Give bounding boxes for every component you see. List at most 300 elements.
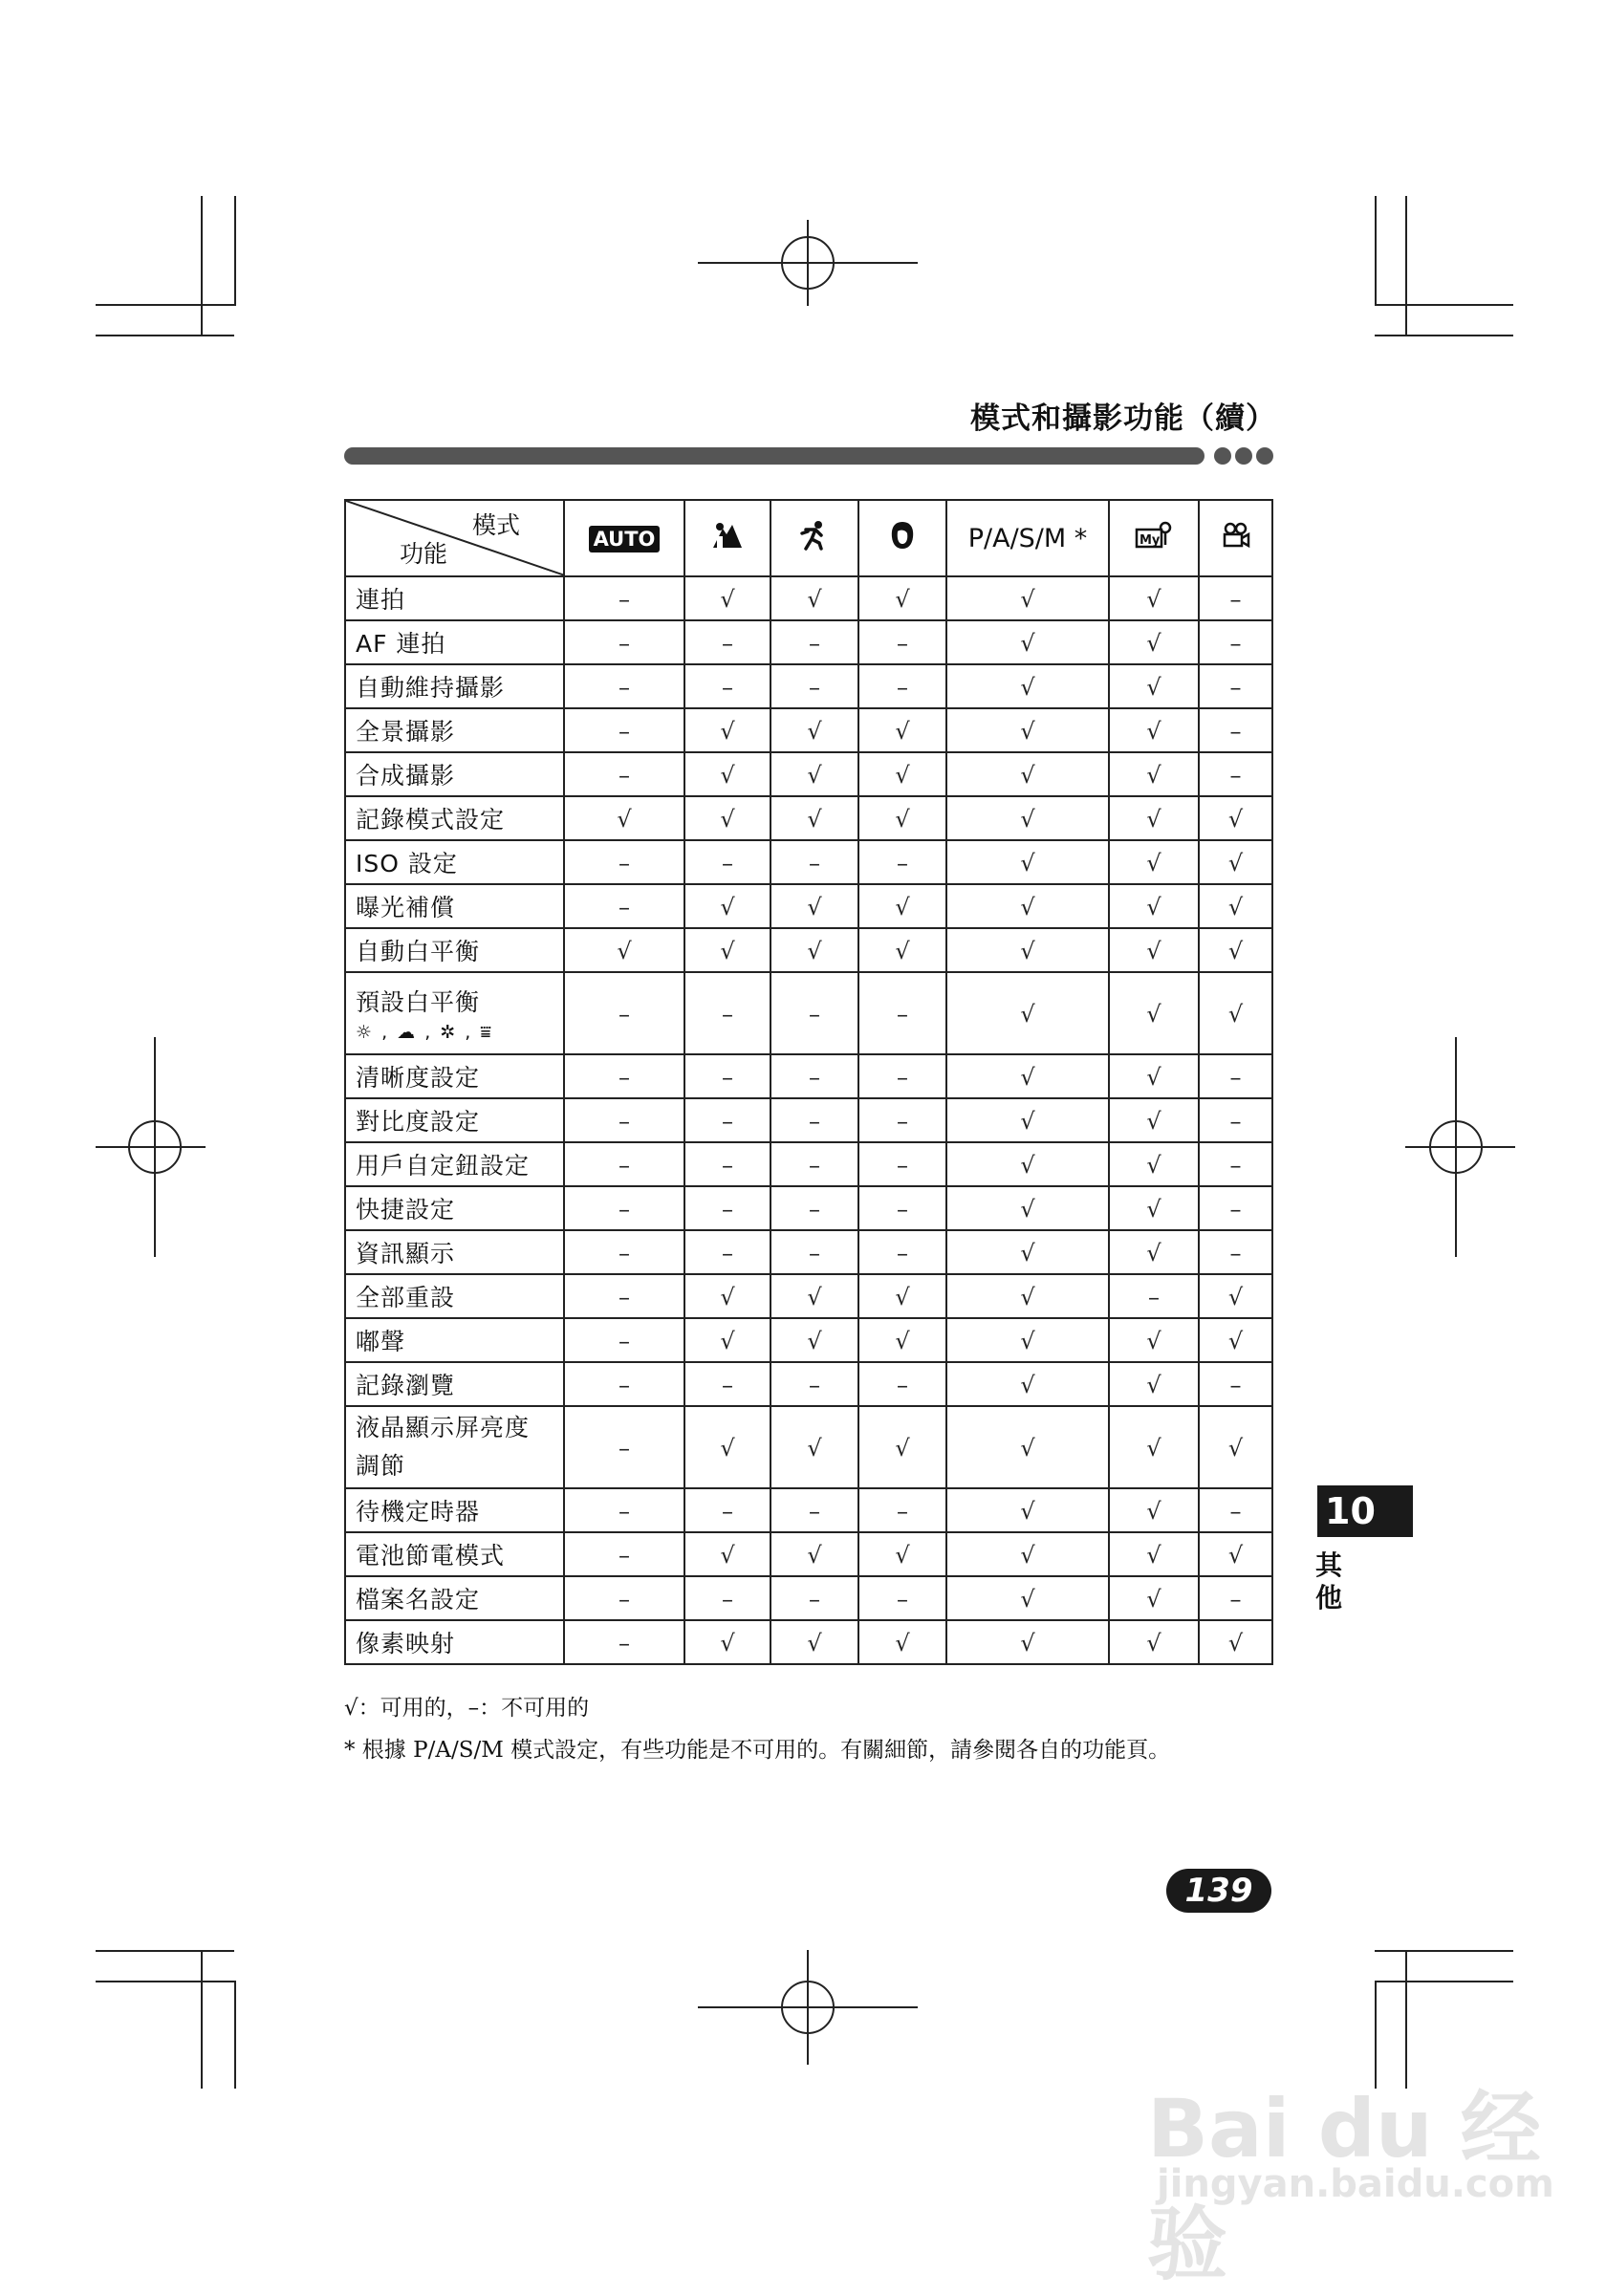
function-name-cell	[345, 884, 564, 928]
availability-cell	[1199, 1620, 1272, 1664]
availability-cell	[770, 752, 858, 796]
available-mark: √	[1020, 1000, 1035, 1028]
availability-cell	[1199, 708, 1272, 752]
availability-cell	[858, 620, 946, 664]
availability-cell	[684, 796, 770, 840]
available-mark: √	[720, 717, 735, 745]
availability-cell	[770, 1362, 858, 1406]
available-mark: √	[1227, 937, 1244, 964]
function-name-cell	[345, 1274, 564, 1318]
unavailable-mark: –	[897, 629, 908, 657]
availability-cell	[564, 840, 684, 884]
function-name-cell	[345, 576, 564, 620]
function-name-cell	[345, 1230, 564, 1274]
availability-cell	[564, 1532, 684, 1576]
mode-header-pasm	[946, 500, 1109, 576]
availability-cell	[858, 884, 946, 928]
availability-cell	[1109, 928, 1199, 972]
available-mark: √	[807, 585, 822, 613]
function-name-cell	[345, 928, 564, 972]
available-mark: √	[1146, 893, 1161, 921]
unavailable-mark: –	[809, 1371, 820, 1398]
table-row	[345, 1098, 1272, 1142]
availability-cell	[1199, 664, 1272, 708]
availability-cell	[858, 1318, 946, 1362]
function-name-cell	[345, 1362, 564, 1406]
available-mark: √	[1227, 893, 1244, 921]
unavailable-mark: –	[897, 1000, 908, 1028]
table-row	[345, 708, 1272, 752]
unavailable-mark: –	[722, 1239, 733, 1267]
legend-availability: √：可用的，–：不可用的	[344, 1696, 590, 1721]
page-number: 139	[1166, 1869, 1271, 1913]
availability-cell	[564, 1318, 684, 1362]
availability-cell	[858, 1488, 946, 1532]
corner-function-label: 功能	[400, 540, 448, 568]
function-name-cell	[345, 972, 564, 1054]
available-mark: √	[1020, 1063, 1035, 1091]
unavailable-mark: –	[619, 1371, 630, 1398]
table-row	[345, 1576, 1272, 1620]
registration-mark-bottom	[698, 1950, 918, 2065]
registration-mark-left	[96, 1037, 206, 1257]
unavailable-mark: –	[1229, 1107, 1242, 1135]
available-mark: √	[1146, 1371, 1161, 1398]
unavailable-mark: –	[619, 629, 630, 657]
function-name-cell	[345, 708, 564, 752]
availability-cell	[1109, 1098, 1199, 1142]
availability-cell	[770, 1230, 858, 1274]
unavailable-mark: –	[809, 1195, 820, 1223]
unavailable-mark: –	[1229, 1371, 1242, 1398]
available-mark: √	[807, 1327, 822, 1354]
availability-cell	[946, 620, 1109, 664]
availability-cell	[684, 884, 770, 928]
availability-cell	[770, 1274, 858, 1318]
sport-runner-icon	[798, 520, 831, 551]
unavailable-mark: –	[897, 1107, 908, 1135]
function-name: 像素映射	[356, 1630, 456, 1657]
unavailable-mark: –	[1229, 1497, 1242, 1525]
availability-cell	[1109, 1054, 1199, 1098]
available-mark: √	[1227, 849, 1244, 877]
available-mark: √	[807, 717, 822, 745]
function-name-cell	[345, 1620, 564, 1664]
available-mark: √	[807, 893, 822, 921]
available-mark: √	[1227, 805, 1244, 833]
available-mark: √	[1146, 1151, 1161, 1179]
availability-cell	[1199, 1098, 1272, 1142]
availability-cell	[770, 1098, 858, 1142]
unavailable-mark: –	[619, 717, 630, 745]
registration-mark-top	[698, 220, 918, 306]
function-name: 清晰度設定	[356, 1064, 481, 1092]
available-mark: √	[1227, 1541, 1244, 1569]
availability-cell	[946, 576, 1109, 620]
available-mark: √	[1227, 1629, 1244, 1657]
availability-cell	[1109, 1318, 1199, 1362]
function-name: 預設白平衡	[356, 988, 481, 1016]
available-mark: √	[1020, 1107, 1035, 1135]
table-row	[345, 796, 1272, 840]
table-row	[345, 1620, 1272, 1664]
available-mark: √	[807, 1434, 822, 1462]
unavailable-mark: –	[897, 1063, 908, 1091]
chapter-label-char: 他	[1315, 1582, 1343, 1614]
table-row	[345, 928, 1272, 972]
unavailable-mark: –	[897, 1151, 908, 1179]
available-mark: √	[895, 717, 910, 745]
availability-cell	[946, 1054, 1109, 1098]
available-mark: √	[1020, 1239, 1035, 1267]
availability-cell	[684, 1362, 770, 1406]
availability-cell	[770, 840, 858, 884]
availability-cell	[1199, 1230, 1272, 1274]
unavailable-mark: –	[1229, 1585, 1242, 1613]
available-mark: √	[895, 805, 910, 833]
availability-cell	[1199, 752, 1272, 796]
unavailable-mark: –	[809, 1063, 820, 1091]
availability-cell	[1109, 1362, 1199, 1406]
availability-cell	[684, 664, 770, 708]
availability-cell	[684, 576, 770, 620]
my-mode-icon	[1135, 520, 1173, 551]
availability-cell	[1199, 1274, 1272, 1318]
available-mark: √	[1020, 1195, 1035, 1223]
availability-cell	[564, 1362, 684, 1406]
availability-cell	[1199, 1532, 1272, 1576]
availability-cell	[770, 1406, 858, 1488]
unavailable-mark: –	[619, 1327, 630, 1354]
function-name-cell	[345, 1054, 564, 1098]
page-header-title: 模式和攝影功能（續）	[970, 401, 1276, 436]
availability-cell	[564, 1054, 684, 1098]
unavailable-mark: –	[809, 1000, 820, 1028]
availability-cell	[946, 1318, 1109, 1362]
availability-cell	[684, 1620, 770, 1664]
unavailable-mark: –	[1229, 1239, 1242, 1267]
available-mark: √	[720, 1327, 735, 1354]
available-mark: √	[807, 1283, 822, 1310]
availability-cell	[946, 1230, 1109, 1274]
availability-cell	[1109, 840, 1199, 884]
available-mark: √	[895, 1541, 910, 1569]
availability-cell	[1109, 1488, 1199, 1532]
availability-cell	[564, 708, 684, 752]
availability-cell	[1109, 1230, 1199, 1274]
available-mark: √	[1020, 893, 1035, 921]
available-mark: √	[1020, 1283, 1035, 1310]
availability-cell	[1109, 972, 1199, 1054]
availability-cell	[684, 972, 770, 1054]
unavailable-mark: –	[1229, 717, 1242, 745]
availability-cell	[946, 840, 1109, 884]
unavailable-mark: –	[619, 1107, 630, 1135]
header-rule	[344, 447, 1204, 465]
function-name-cell	[345, 620, 564, 664]
availability-cell	[858, 1406, 946, 1488]
baidu-watermark: Bai du 经验	[1147, 2082, 1541, 2291]
function-name: 記錄瀏覽	[356, 1372, 456, 1399]
unavailable-mark: –	[897, 849, 908, 877]
availability-cell	[770, 708, 858, 752]
availability-cell	[564, 1620, 684, 1664]
availability-cell	[770, 1488, 858, 1532]
availability-cell	[684, 840, 770, 884]
availability-cell	[858, 972, 946, 1054]
baidu-watermark-url: jingyan.baidu.com	[1157, 2162, 1554, 2206]
availability-cell	[1199, 1142, 1272, 1186]
available-mark: √	[1227, 1327, 1244, 1354]
availability-cell	[858, 796, 946, 840]
available-mark: √	[807, 761, 822, 789]
available-mark: √	[1020, 1629, 1035, 1657]
availability-cell	[858, 1274, 946, 1318]
availability-cell	[946, 1406, 1109, 1488]
availability-cell	[770, 1620, 858, 1664]
availability-cell	[946, 928, 1109, 972]
function-name: 合成攝影	[356, 762, 456, 790]
unavailable-mark: –	[1148, 1283, 1160, 1310]
table-row	[345, 1230, 1272, 1274]
function-name: 連拍	[356, 586, 406, 614]
function-name-cell	[345, 664, 564, 708]
table-row	[345, 1488, 1272, 1532]
availability-cell	[946, 1274, 1109, 1318]
unavailable-mark: –	[619, 1239, 630, 1267]
availability-cell	[858, 840, 946, 884]
table-row	[345, 1142, 1272, 1186]
availability-cell	[564, 1186, 684, 1230]
availability-cell	[770, 972, 858, 1054]
availability-cell	[1109, 1274, 1199, 1318]
unavailable-mark: –	[619, 1151, 630, 1179]
available-mark: √	[720, 1434, 735, 1462]
unavailable-mark: –	[897, 1371, 908, 1398]
function-name-cell	[345, 752, 564, 796]
available-mark: √	[1146, 1541, 1161, 1569]
chapter-label-char: 其	[1315, 1549, 1343, 1581]
chapter-number-tab: 10	[1317, 1485, 1413, 1537]
availability-cell	[1199, 884, 1272, 928]
availability-cell	[564, 796, 684, 840]
availability-cell	[684, 708, 770, 752]
availability-cell	[564, 972, 684, 1054]
availability-cell	[858, 576, 946, 620]
table-header-row	[345, 500, 1272, 576]
availability-cell	[770, 620, 858, 664]
registration-mark-right	[1405, 1037, 1515, 1257]
availability-cell	[684, 752, 770, 796]
table-row	[345, 1532, 1272, 1576]
available-mark: √	[1146, 1107, 1161, 1135]
unavailable-mark: –	[722, 1195, 733, 1223]
function-name-cell	[345, 1098, 564, 1142]
available-mark: √	[617, 937, 632, 964]
available-mark: √	[1146, 1327, 1161, 1354]
availability-cell	[1199, 1362, 1272, 1406]
mode-header-auto	[564, 500, 684, 576]
available-mark: √	[720, 585, 735, 613]
mode-function-table	[344, 499, 1273, 1665]
unavailable-mark: –	[619, 1585, 630, 1613]
available-mark: √	[1146, 717, 1161, 745]
available-mark: √	[1146, 1629, 1161, 1657]
unavailable-mark: –	[619, 1497, 630, 1525]
availability-cell	[1109, 576, 1199, 620]
availability-cell	[564, 664, 684, 708]
unavailable-mark: –	[619, 849, 630, 877]
mode-header-movie	[1199, 500, 1272, 576]
unavailable-mark: –	[897, 1195, 908, 1223]
portrait-icon	[888, 520, 917, 551]
availability-cell	[770, 1532, 858, 1576]
availability-cell	[858, 1362, 946, 1406]
unavailable-mark: –	[619, 673, 630, 701]
unavailable-mark: –	[619, 585, 630, 613]
function-name-cell	[345, 796, 564, 840]
unavailable-mark: –	[809, 1585, 820, 1613]
available-mark: √	[1146, 1434, 1161, 1462]
table-row	[345, 972, 1272, 1054]
available-mark: √	[1146, 629, 1161, 657]
function-name: 全部重設	[356, 1284, 456, 1311]
availability-cell	[770, 664, 858, 708]
availability-cell	[1199, 796, 1272, 840]
function-name: 待機定時器	[356, 1498, 481, 1526]
availability-cell	[770, 928, 858, 972]
mode-header-my	[1109, 500, 1199, 576]
available-mark: √	[1146, 761, 1161, 789]
function-name: 自動白平衡	[356, 938, 481, 965]
unavailable-mark: –	[722, 1063, 733, 1091]
svg-text:My: My	[1139, 533, 1161, 548]
availability-cell	[946, 752, 1109, 796]
availability-cell	[1199, 576, 1272, 620]
availability-cell	[684, 1142, 770, 1186]
available-mark: √	[807, 1541, 822, 1569]
table-row	[345, 1362, 1272, 1406]
unavailable-mark: –	[619, 1629, 630, 1657]
unavailable-mark: –	[1229, 1151, 1242, 1179]
availability-cell	[1109, 796, 1199, 840]
unavailable-mark: –	[619, 1063, 630, 1091]
function-name: 液晶顯示屏亮度調節	[356, 1414, 531, 1480]
availability-cell	[946, 1620, 1109, 1664]
scene-landscape-icon	[711, 521, 744, 550]
available-mark: √	[720, 805, 735, 833]
availability-cell	[858, 1620, 946, 1664]
available-mark: √	[1146, 1195, 1161, 1223]
movie-camera-icon	[1222, 522, 1250, 549]
unavailable-mark: –	[619, 761, 630, 789]
availability-cell	[564, 1488, 684, 1532]
function-name: 自動維持攝影	[356, 674, 506, 702]
availability-cell	[946, 1576, 1109, 1620]
availability-cell	[684, 1098, 770, 1142]
available-mark: √	[895, 893, 910, 921]
available-mark: √	[1020, 673, 1035, 701]
available-mark: √	[1146, 937, 1161, 964]
table-row	[345, 1406, 1272, 1488]
unavailable-mark: –	[1229, 1195, 1242, 1223]
unavailable-mark: –	[722, 629, 733, 657]
availability-cell	[684, 1532, 770, 1576]
mode-header-landscape	[684, 500, 770, 576]
table-row	[345, 664, 1272, 708]
available-mark: √	[1146, 1063, 1161, 1091]
available-mark: √	[1146, 1239, 1161, 1267]
availability-cell	[1109, 884, 1199, 928]
available-mark: √	[1020, 937, 1035, 964]
unavailable-mark: –	[722, 673, 733, 701]
available-mark: √	[720, 937, 735, 964]
mode-header-portrait	[858, 500, 946, 576]
availability-cell	[564, 928, 684, 972]
availability-cell	[564, 620, 684, 664]
available-mark: √	[1020, 717, 1035, 745]
availability-cell	[946, 664, 1109, 708]
available-mark: √	[1020, 849, 1035, 877]
available-mark: √	[720, 1541, 735, 1569]
unavailable-mark: –	[1229, 673, 1242, 701]
unavailable-mark: –	[722, 1585, 733, 1613]
available-mark: √	[1227, 1000, 1244, 1028]
availability-cell	[564, 884, 684, 928]
availability-cell	[1109, 708, 1199, 752]
unavailable-mark: –	[809, 673, 820, 701]
availability-cell	[684, 1054, 770, 1098]
availability-cell	[1109, 1186, 1199, 1230]
availability-cell	[564, 1274, 684, 1318]
table-row	[345, 576, 1272, 620]
unavailable-mark: –	[809, 1151, 820, 1179]
unavailable-mark: –	[809, 1497, 820, 1525]
availability-cell	[1109, 664, 1199, 708]
table-row	[345, 1186, 1272, 1230]
availability-cell	[1109, 1142, 1199, 1186]
availability-cell	[564, 1098, 684, 1142]
function-name: 全景攝影	[356, 718, 456, 746]
availability-cell	[858, 1576, 946, 1620]
function-name: ISO 設定	[356, 850, 458, 877]
availability-cell	[564, 752, 684, 796]
unavailable-mark: –	[1229, 629, 1242, 657]
function-name: 嘟聲	[356, 1328, 406, 1355]
available-mark: √	[1020, 1371, 1035, 1398]
availability-cell	[1199, 1488, 1272, 1532]
available-mark: √	[1146, 1497, 1161, 1525]
unavailable-mark: –	[619, 1283, 630, 1310]
available-mark: √	[1146, 849, 1161, 877]
function-name: 用戶自定鈕設定	[356, 1152, 531, 1180]
availability-cell	[770, 576, 858, 620]
availability-cell	[858, 708, 946, 752]
function-name: 曝光補償	[356, 894, 456, 921]
available-mark: √	[1020, 805, 1035, 833]
function-name: AF 連拍	[356, 630, 446, 658]
available-mark: √	[720, 761, 735, 789]
availability-cell	[946, 1142, 1109, 1186]
corner-header-cell	[345, 500, 564, 576]
unavailable-mark: –	[1229, 585, 1242, 613]
availability-cell	[564, 1142, 684, 1186]
availability-cell	[946, 884, 1109, 928]
available-mark: √	[807, 1629, 822, 1657]
availability-cell	[858, 1532, 946, 1576]
function-name-cell	[345, 1576, 564, 1620]
header-dot	[1235, 447, 1252, 465]
